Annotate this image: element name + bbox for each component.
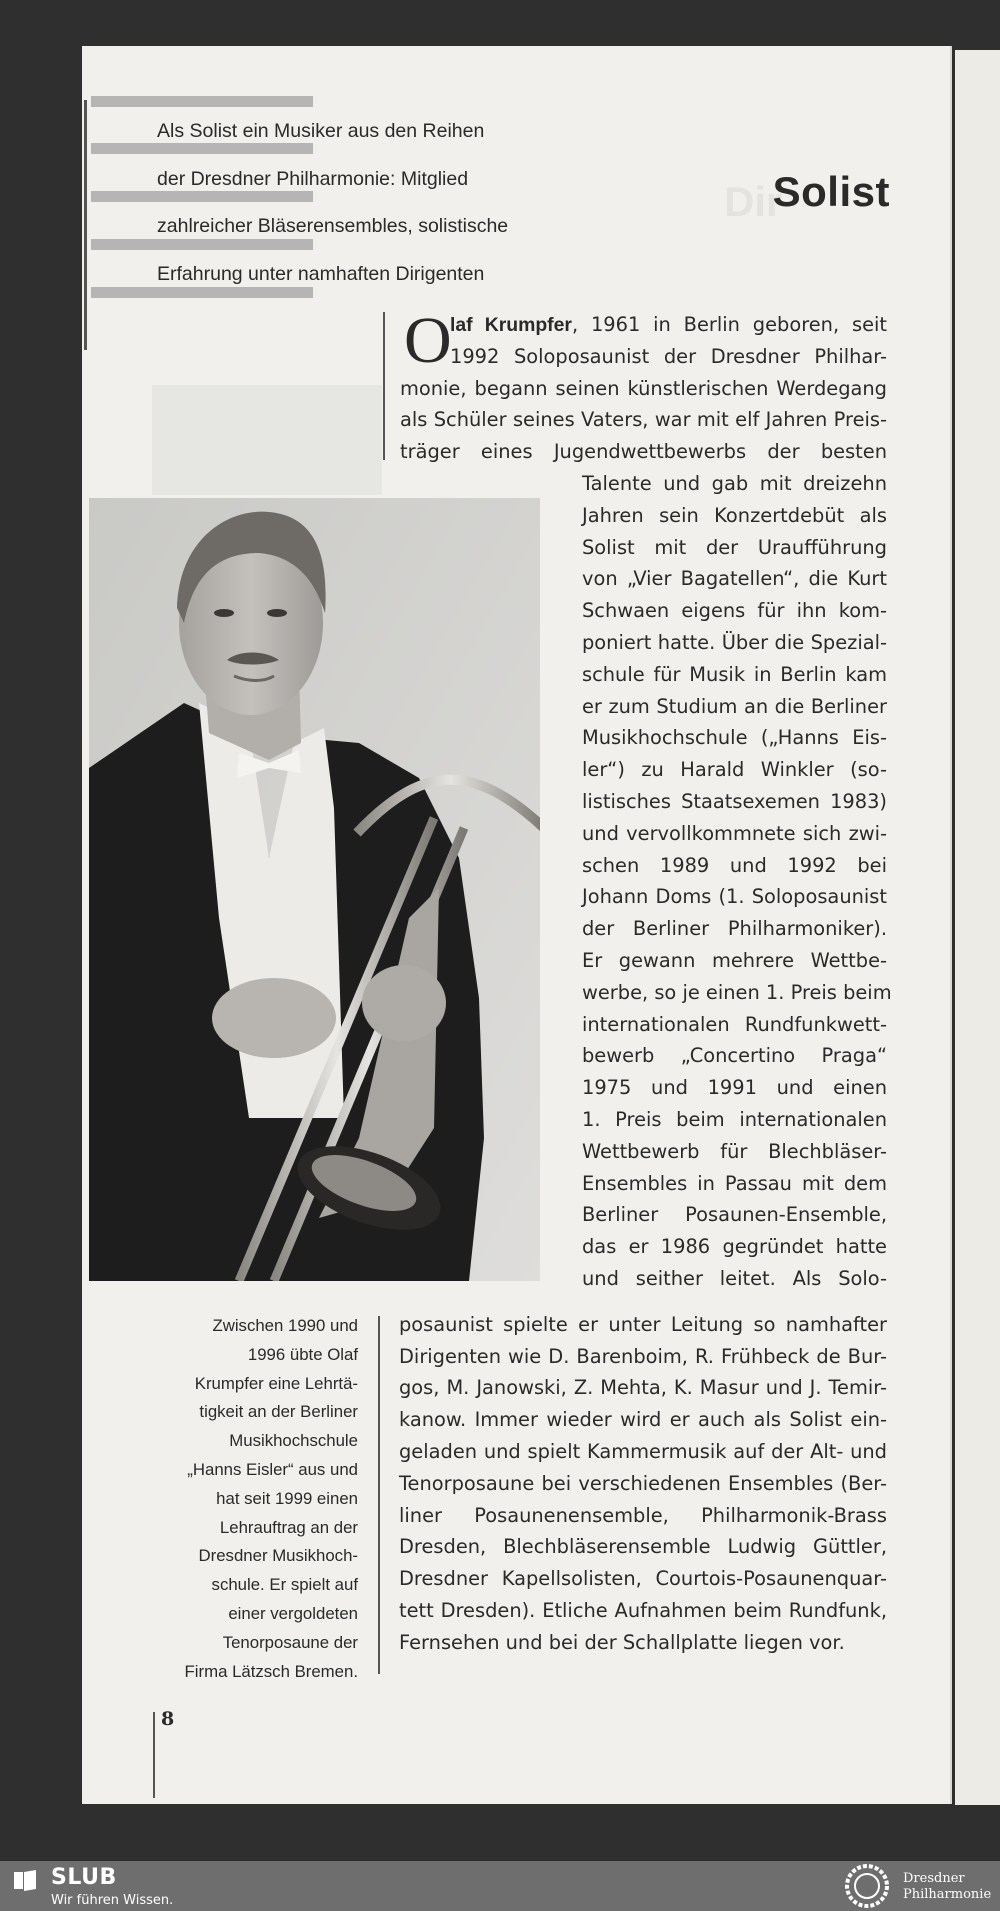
article-line (450, 309, 887, 341)
article-line: liner Posaunenensemble, Philharmonik-Brass (399, 1503, 887, 1527)
caption-line: einer vergoldeten (228, 1603, 358, 1623)
partner-line: Dresdner (903, 1871, 965, 1886)
article-line: ler“) zu Harald Winkler (so- (582, 758, 887, 782)
article-line: Fernsehen und bei der Schallplatte liegen vor. (399, 1630, 845, 1654)
article-line: und vervollkommnete sich zwi- (582, 821, 887, 845)
portrait-photo (89, 498, 540, 1281)
caption-line: hat seit 1999 einen (216, 1488, 358, 1508)
next-page-edge (955, 50, 1000, 1805)
article-line: Solist mit der Uraufführung (582, 535, 887, 559)
partner-line: Philharmonie (903, 1887, 992, 1902)
article-line: und seither leitet. Als Solo- (582, 1266, 887, 1290)
article-bottom (399, 1309, 887, 1659)
article-line: als Schüler seines Vaters, war mit elf Jahren Preis- (400, 408, 887, 432)
article-line: Wettbewerb für Blechbläser- (582, 1139, 887, 1163)
caption-line: tigkeit an der Berliner (199, 1402, 358, 1422)
article-line: 1992 Soloposaunist der Dresdner Philhar- (450, 344, 887, 368)
slub-name[interactable]: SLUB (51, 1865, 117, 1890)
intro-line: zahlreicher Bläserensembles, solistische (157, 215, 509, 237)
article-line: bewerb „Concertino Praga“ (582, 1044, 887, 1068)
philharmonie-logo-icon[interactable] (839, 1863, 895, 1909)
page-number: 8 (161, 1708, 175, 1730)
article-line: schen 1989 und 1992 bei (582, 853, 887, 877)
page-left-rule (84, 100, 87, 350)
article-line: monie, begann seinen künstlerischen Werdegang (400, 376, 887, 400)
caption-line: Tenorposaune der (222, 1632, 358, 1652)
article-line: der Berliner Philharmoniker). (582, 917, 887, 941)
article-line: Er gewann mehrere Wettbe- (582, 948, 887, 972)
trombonist-portrait (89, 498, 540, 1281)
photo-caption (150, 1312, 358, 1686)
intro-bar (91, 96, 313, 107)
article-line: 1975 und 1991 und einen (582, 1076, 887, 1100)
article-line: Johann Doms (1. Soloposaunist (582, 885, 887, 909)
caption-line: schule. Er spielt auf (211, 1575, 358, 1595)
article-line: Musikhochschule („Hanns Eis- (582, 726, 887, 750)
author-name: laf Krumpfer (450, 314, 572, 336)
caption-line: Musikhochschule (229, 1431, 358, 1451)
article-line: Dirigenten wie D. Barenboim, R. Frühbeck de Bur- (399, 1344, 887, 1368)
intro-line: Als Solist ein Musiker aus den Reihen (157, 120, 485, 142)
article-line: Tenorposaune bei verschiedenen Ensembles (Ber- (399, 1471, 887, 1495)
column-rule (383, 312, 385, 460)
philharmonie-name (903, 1871, 991, 1903)
caption-line: Dresdner Musikhoch- (198, 1546, 358, 1566)
article-line: poniert hatte. Über die Spezial- (582, 630, 887, 654)
article-line: Dresdner Kapellsolisten, Courtois-Posaunenquar- (399, 1567, 887, 1591)
article-line: Dresden, Blechbläserensemble Ludwig Güttler, (399, 1535, 887, 1559)
caption-line: 1996 übte Olaf (247, 1344, 358, 1364)
article-line: Ensembles in Passau mit dem (582, 1171, 887, 1195)
page-number-rule (153, 1712, 155, 1798)
article-line: Berliner Posaunen-Ensemble, (582, 1203, 887, 1227)
article-line: Jahren sein Konzertdebüt als (582, 503, 887, 527)
article-line: posaunist spielte er unter Leitung so namhafter (399, 1312, 887, 1336)
article-line: Talente und gab mit dreizehn (582, 472, 887, 495)
article-line: tett Dresden). Etliche Aufnahmen beim Rundfunk, (399, 1598, 887, 1622)
intro-text (157, 108, 577, 298)
caption-line: Lehrauftrag an der (219, 1517, 358, 1537)
article-line: träger eines Jugendwettbewerbs der besten (400, 440, 887, 464)
section-title: Solist (772, 168, 890, 215)
article-top-wide (400, 373, 887, 468)
article-line: von „Vier Bagatellen“, die Kurt (582, 567, 887, 591)
caption-rule (378, 1316, 380, 1674)
slub-logo-icon[interactable] (14, 1870, 36, 1891)
section-ghost-text: Dir (724, 178, 783, 225)
drop-cap: O (404, 304, 452, 377)
viewer-footer (0, 1861, 1000, 1911)
article-line: Schwaen eigens für ihn kom- (582, 599, 887, 623)
slub-tagline: Wir führen Wissen. (51, 1893, 174, 1908)
caption-line: Zwischen 1990 und (212, 1316, 358, 1335)
article-line: geladen und spielt Kammermusik auf der Alt- und (399, 1439, 887, 1463)
intro-line: Erfahrung unter namhaften Dirigenten (157, 262, 485, 285)
article-line: internationalen Rundfunkwett- (582, 1012, 887, 1036)
article-line: das er 1986 gegründet hatte (582, 1235, 887, 1259)
caption-line: Firma Lätzsch Bremen. (184, 1661, 358, 1681)
article-right-column (582, 468, 892, 1295)
background-panel (152, 385, 382, 495)
article-line: listisches Staatsexemen 1983) (582, 789, 887, 813)
article-top (450, 309, 887, 373)
caption-line: „Hanns Eisler“ aus und (187, 1459, 358, 1479)
intro-line: der Dresdner Philharmonie: Mitglied (157, 167, 469, 190)
article-line-text: , 1961 in Berlin geboren, seit (571, 313, 887, 336)
article-line: werbe, so je einen 1. Preis beim (582, 980, 892, 1004)
caption-line: Krumpfer eine Lehrtä- (194, 1373, 358, 1393)
article-line: 1. Preis beim internationalen (582, 1107, 887, 1131)
article-line: er zum Studium an die Berliner (582, 694, 887, 718)
article-line: schule für Musik in Berlin kam (582, 662, 887, 686)
article-line: gos, M. Janowski, Z. Mehta, K. Masur und J. Temir- (399, 1376, 887, 1400)
article-line: kanow. Immer wieder wird er auch als Solist ein- (399, 1408, 887, 1432)
